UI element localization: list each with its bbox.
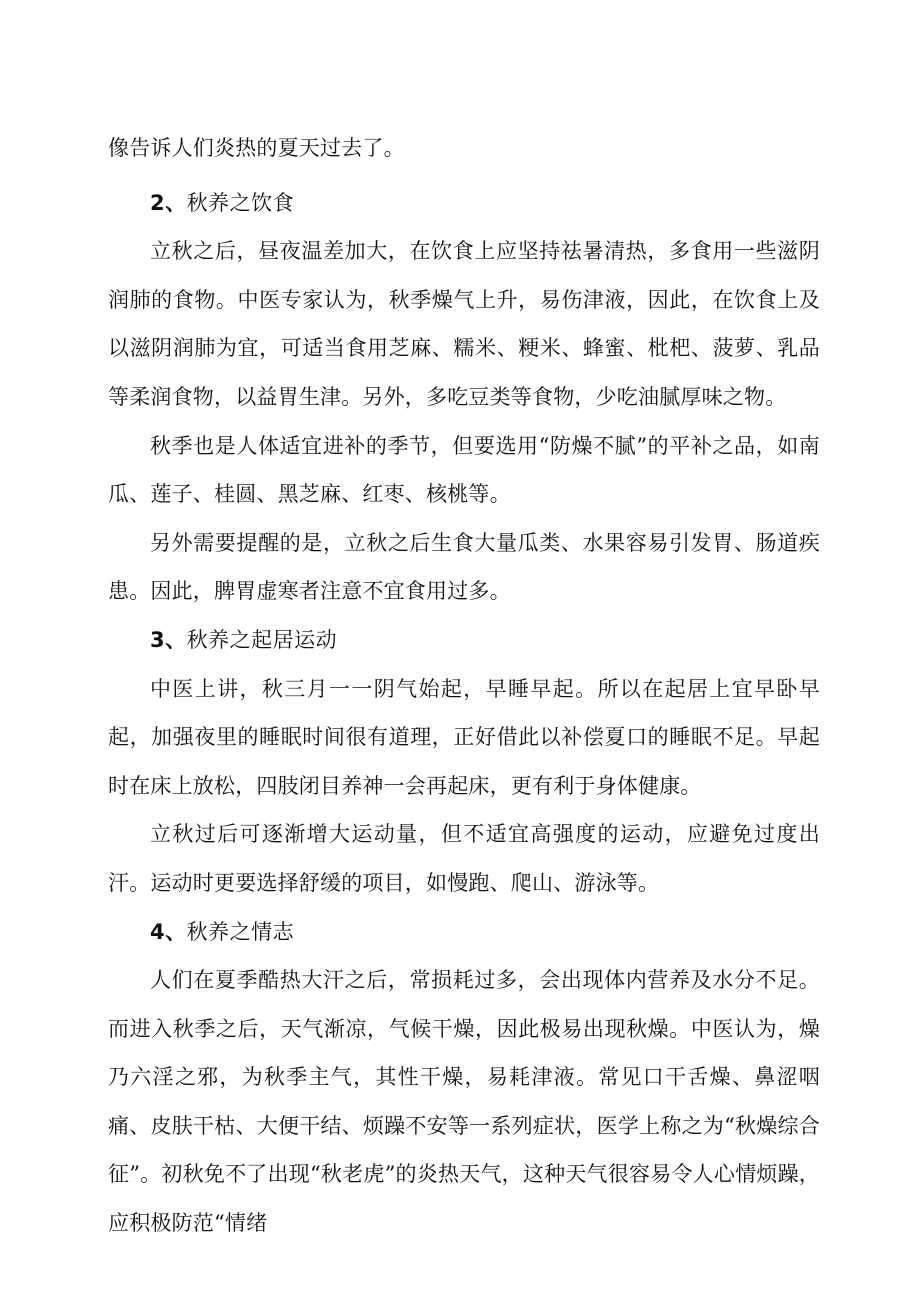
section-3-title: 秋养之起居运动 <box>186 627 338 652</box>
section-4-heading <box>108 908 820 957</box>
section-3-paragraph-2: 立秋过后可逐渐增大运动量，但不适宜高强度的运动，应避免过度出汗。运动时更要选择舒缓的项目，如慢跑、爬山、游泳等。 <box>108 822 820 895</box>
section-4-number: 4、 <box>150 919 187 944</box>
section-2-paragraph-1: 立秋之后，昼夜温差加大，在饮食上应坚持祛暑清热，多食用一些滋阴润肺的食物。中医专家认为，秋季燥气上升，易伤津液，因此，在饮食上及以滋阴润肺为宜，可适当食用芝麻、糯米、粳米、蜂蜜、枇杷、菠萝、乳品等柔润食物，以益胃生津。另外，多吃豆类等食物，少吃油腻厚味之物。 <box>108 239 820 409</box>
section-2-title: 秋养之饮食 <box>186 190 295 215</box>
section-4-paragraph-1: 人们在夏季酷热大汗之后，常损耗过多，会出现体内营养及水分不足。而进入秋季之后，天气渐凉，气候干燥，因此极易出现秋燥。中医认为，燥乃六淫之邪，为秋季主气，其性干燥，易耗津液。常见口干舌燥、鼻涩咽痛、皮肤干枯、大便干结、烦躁不安等一系列症状，医学上称之为“秋燥综合征”。初秋免不了出现“秋老虎”的炎热天气，这种天气很容易令人心情烦躁，应积极防范“情绪 <box>108 968 820 1236</box>
section-3-heading <box>108 616 820 665</box>
section-2-paragraph-3: 另外需要提醒的是，立秋之后生食大量瓜类、水果容易引发胃、肠道疾患。因此，脾胃虚寒者注意不宜食用过多。 <box>108 530 820 604</box>
section-4-title: 秋养之情志 <box>186 919 295 944</box>
section-3-paragraph-1: 中医上讲，秋三月一一阴气始起，早睡早起。所以在起居上宜早卧早起，加强夜里的睡眠时间很有道理，正好借此以补偿夏口的睡眠不足。早起时在床上放松，四肢闭目养神一会再起床，更有利于身体健康。 <box>108 676 820 798</box>
section-2-paragraph-2: 秋季也是人体适宜进补的季节，但要选用“防燥不腻”的平补之品，如南瓜、莲子、桂圆、黑芝麻、红枣、核桃等。 <box>108 433 820 507</box>
intro-tail-paragraph: 像告诉人们炎热的夏天过去了。 <box>108 136 405 160</box>
document-page <box>108 124 820 1248</box>
section-3-number: 3、 <box>150 627 187 652</box>
section-2-heading <box>108 179 820 228</box>
section-2-number: 2、 <box>150 190 187 215</box>
